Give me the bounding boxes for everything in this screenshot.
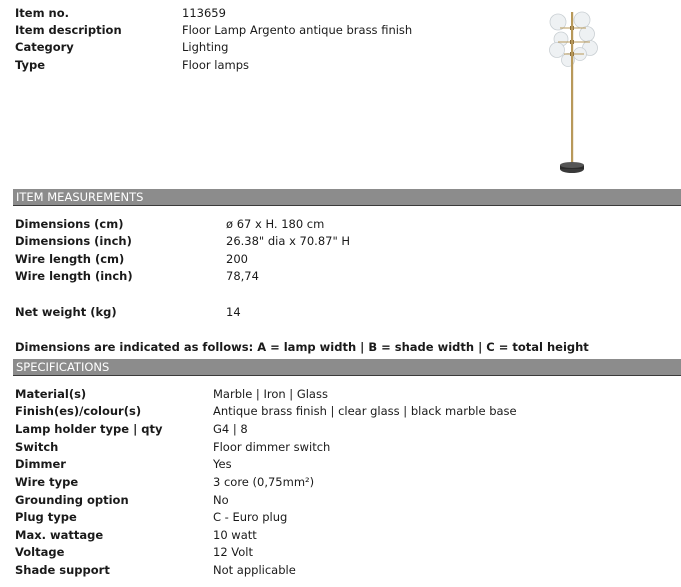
value-shade-support: Not applicable	[213, 563, 296, 577]
section-header-specifications: SPECIFICATIONS	[13, 359, 681, 376]
row-max-wattage	[0, 527, 681, 544]
label-net-weight: Net weight (kg)	[15, 305, 117, 319]
row-wire-length-inch	[0, 268, 681, 285]
row-switch	[0, 439, 681, 456]
row-grounding	[0, 492, 681, 509]
row-materials	[0, 386, 681, 403]
section-header-measurements: ITEM MEASUREMENTS	[13, 189, 681, 206]
value-lamp-holder: G4 | 8	[213, 422, 248, 436]
value-net-weight: 14	[226, 305, 241, 319]
label-shade-support: Shade support	[15, 563, 110, 577]
value-finish-colour: Antique brass finish | clear glass | black marble base	[213, 404, 517, 418]
row-net-weight	[0, 304, 681, 321]
label-plug-type: Plug type	[15, 510, 77, 524]
label-max-wattage: Max. wattage	[15, 528, 104, 542]
value-dimensions-inch: 26.38" dia x 70.87" H	[226, 234, 351, 248]
value-wire-length-cm: 200	[226, 252, 248, 266]
label-materials: Material(s)	[15, 387, 87, 401]
label-switch: Switch	[15, 440, 59, 454]
label-lamp-holder: Lamp holder type | qty	[15, 422, 163, 436]
row-plug-type	[0, 509, 681, 526]
value-type: Floor lamps	[182, 58, 250, 72]
value-wire-length-inch: 78,74	[226, 269, 259, 283]
value-plug-type: C - Euro plug	[213, 510, 288, 524]
row-wire-type	[0, 474, 681, 491]
row-shade-support	[0, 562, 681, 579]
label-wire-type: Wire type	[15, 475, 79, 489]
label-finish-colour: Finish(es)/colour(s)	[15, 404, 142, 418]
value-materials: Marble | Iron | Glass	[213, 387, 328, 401]
value-max-wattage: 10 watt	[213, 528, 257, 542]
value-wire-type: 3 core (0,75mm²)	[213, 475, 315, 489]
row-dimmer	[0, 456, 681, 473]
label-dimensions-inch: Dimensions (inch)	[15, 234, 132, 248]
label-dimmer: Dimmer	[15, 457, 66, 471]
label-grounding: Grounding option	[15, 493, 129, 507]
value-voltage: 12 Volt	[213, 545, 254, 559]
value-category: Lighting	[182, 40, 229, 54]
label-dimensions-cm: Dimensions (cm)	[15, 217, 124, 231]
row-dimensions-inch	[0, 233, 681, 250]
label-wire-length-inch: Wire length (inch)	[15, 269, 133, 283]
value-dimmer: Yes	[213, 457, 232, 471]
row-finish-colour	[0, 403, 681, 420]
row-dimensions-cm	[0, 216, 681, 233]
label-voltage: Voltage	[15, 545, 65, 559]
row-wire-length-cm	[0, 251, 681, 268]
value-item-no: 113659	[182, 6, 226, 20]
row-voltage	[0, 544, 681, 561]
label-item-no: Item no.	[15, 6, 70, 20]
dimensions-note: Dimensions are indicated as follows: A = lamp width | B = shade width | C = total height	[15, 340, 589, 354]
value-grounding: No	[213, 493, 229, 507]
label-type: Type	[15, 58, 46, 72]
row-lamp-holder	[0, 421, 681, 438]
floor-lamp-icon	[546, 8, 600, 180]
value-switch: Floor dimmer switch	[213, 440, 331, 454]
label-item-description: Item description	[15, 23, 122, 37]
label-wire-length-cm: Wire length (cm)	[15, 252, 125, 266]
value-item-description: Floor Lamp Argento antique brass finish	[182, 23, 413, 37]
label-category: Category	[15, 40, 74, 54]
value-dimensions-cm: ø 67 x H. 180 cm	[226, 217, 325, 231]
